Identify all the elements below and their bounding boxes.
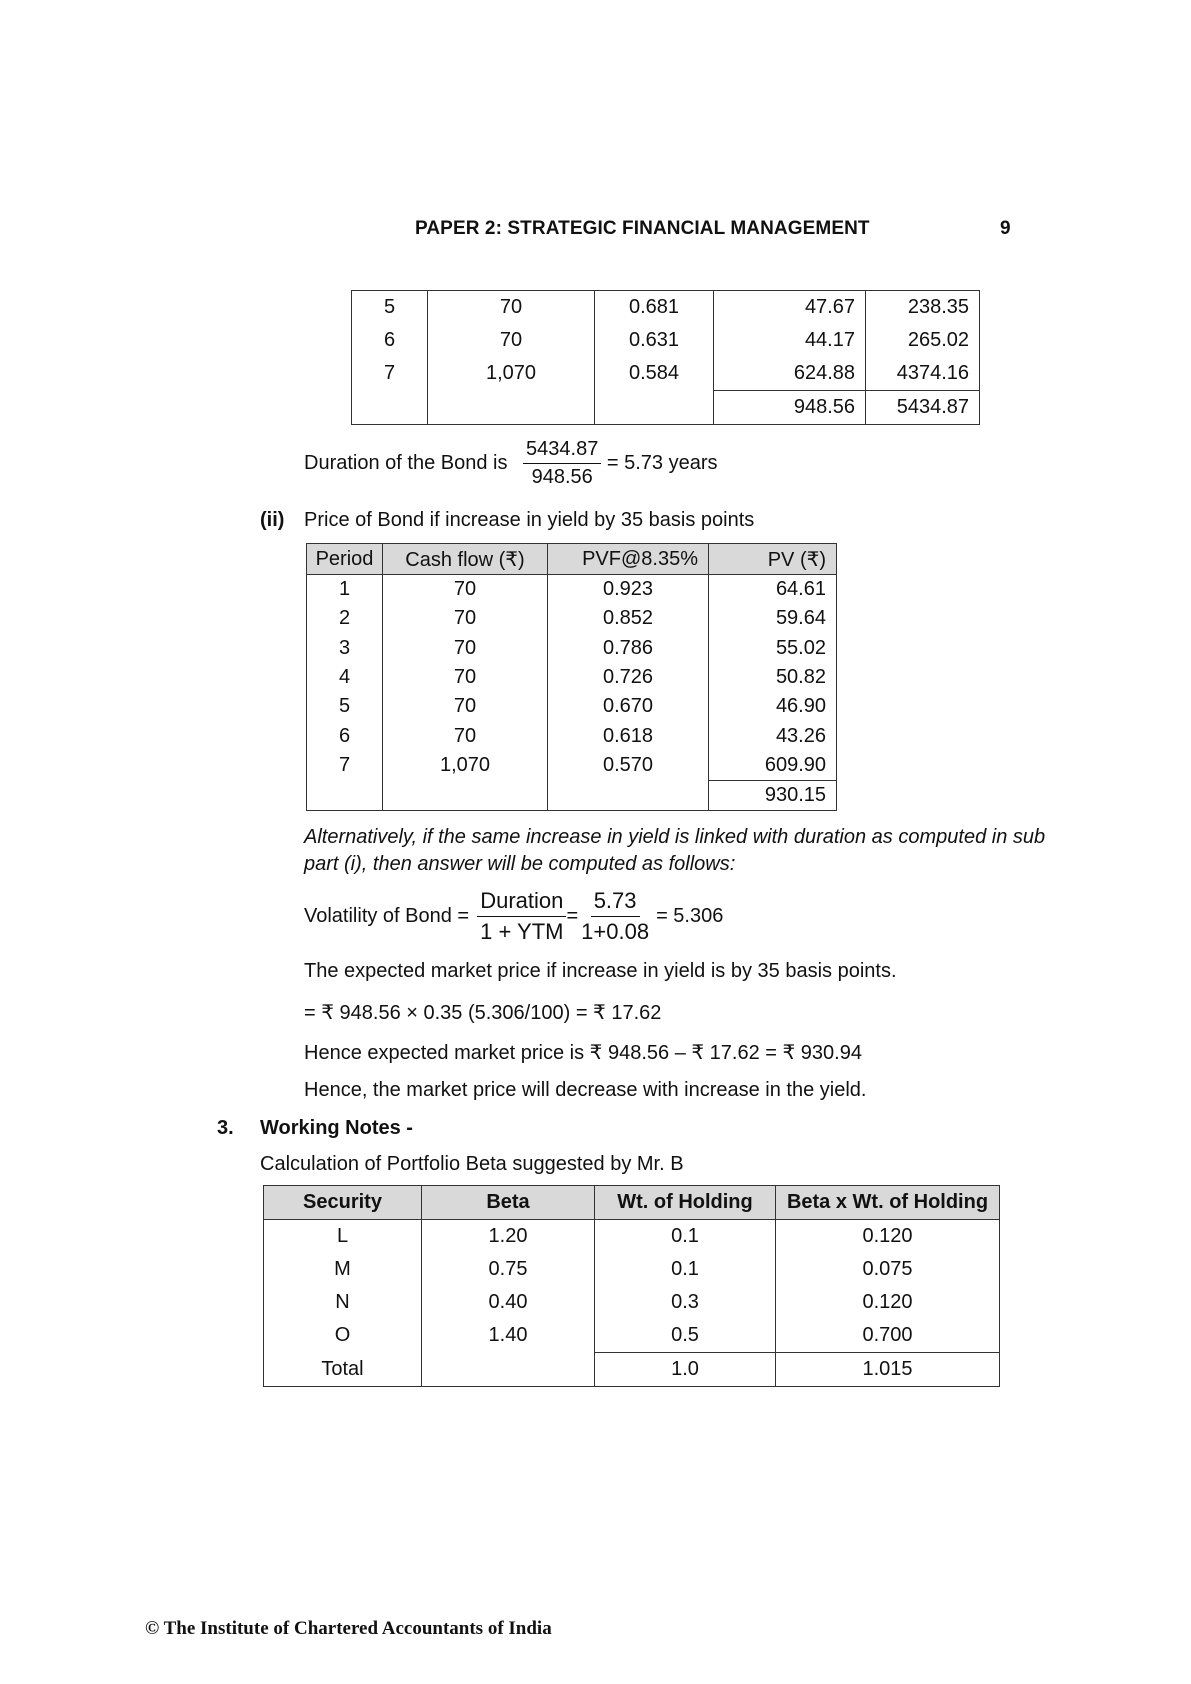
table-cell: 0.120 — [776, 1220, 1000, 1254]
footer-copyright: © The Institute of Chartered Accountants of India — [145, 1618, 552, 1639]
table-row — [307, 575, 837, 605]
table-cell: N — [264, 1286, 422, 1319]
table-cell: 1,070 — [428, 357, 595, 391]
section-number: 3. — [217, 1117, 234, 1139]
column-header: PVF@8.35% — [548, 544, 709, 575]
table-cell: 70 — [428, 291, 595, 325]
table-cell: 0.1 — [595, 1253, 776, 1286]
column-header: Beta x Wt. of Holding — [776, 1186, 1000, 1220]
hence-text-2: Hence, the market price will decrease with increase in the yield. — [304, 1079, 867, 1101]
table-cell: 930.15 — [709, 781, 837, 811]
duration-formula — [304, 438, 718, 489]
column-header: Wt. of Holding — [595, 1186, 776, 1220]
table-cell: Total — [264, 1353, 422, 1387]
alternative-note-line1: Alternatively, if the same increase in yield is linked with duration as computed in sub — [304, 826, 1046, 848]
fraction-numerator: 5.73 — [591, 888, 640, 917]
table-cell: 43.26 — [709, 721, 837, 750]
table-cell: 2 — [307, 604, 383, 633]
table-cell: 0.618 — [548, 721, 709, 750]
table-cell: 3 — [307, 634, 383, 663]
table-total-row — [307, 781, 837, 811]
table-cell: 0.670 — [548, 692, 709, 721]
volatility-formula — [304, 888, 723, 945]
table-cell: 7 — [352, 357, 428, 391]
table-cell: 0.570 — [548, 751, 709, 781]
table-cell: 0.120 — [776, 1286, 1000, 1319]
table-cell — [422, 1353, 595, 1387]
section-subtitle: Calculation of Portfolio Beta suggested by Mr. B — [260, 1153, 684, 1175]
table-cell: 265.02 — [866, 324, 980, 357]
volatility-label: Volatility of Bond = — [304, 905, 470, 927]
table-cell: 47.67 — [714, 291, 866, 325]
table-cell: 948.56 — [714, 391, 866, 425]
table-row — [307, 721, 837, 750]
table-row — [264, 1319, 1000, 1353]
calculation-text: = ₹ 948.56 × 0.35 (5.306/100) = ₹ 17.62 — [304, 1002, 662, 1024]
volatility-fraction-2 — [578, 888, 652, 945]
column-header: Security — [264, 1186, 422, 1220]
table-cell: 238.35 — [866, 291, 980, 325]
table-cell: 624.88 — [714, 357, 866, 391]
table-cell: 0.852 — [548, 604, 709, 633]
table-cell: 0.631 — [595, 324, 714, 357]
hence-text-1: Hence expected market price is ₹ 948.56 – ₹ 17.62 = ₹ 930.94 — [304, 1042, 862, 1064]
table-row — [264, 1220, 1000, 1254]
column-header: Cash flow (₹) — [383, 544, 548, 575]
table-cell: 70 — [383, 663, 548, 692]
table-cell: 44.17 — [714, 324, 866, 357]
table-cell: 0.40 — [422, 1286, 595, 1319]
price-table — [306, 543, 837, 811]
table-row — [352, 291, 980, 325]
table-cell: 1.20 — [422, 1220, 595, 1254]
table-cell: 0.3 — [595, 1286, 776, 1319]
table-total-row — [264, 1353, 1000, 1387]
column-header: Period — [307, 544, 383, 575]
table-cell: 1 — [307, 575, 383, 605]
table-cell: 0.923 — [548, 575, 709, 605]
table-cell: L — [264, 1220, 422, 1254]
table-cell: 59.64 — [709, 604, 837, 633]
fraction-denominator: 948.56 — [531, 466, 593, 488]
table-row — [307, 663, 837, 692]
table-cell: 5434.87 — [866, 391, 980, 425]
table-total-row — [352, 391, 980, 425]
table-cell: 64.61 — [709, 575, 837, 605]
table-cell: 70 — [383, 721, 548, 750]
part-heading: Price of Bond if increase in yield by 35 basis points — [304, 509, 755, 531]
table-cell: 4374.16 — [866, 357, 980, 391]
duration-label: Duration of the Bond is — [304, 451, 508, 474]
fraction-denominator: 1+0.08 — [581, 919, 650, 944]
table-header-row — [307, 544, 837, 575]
table-cell: 7 — [307, 751, 383, 781]
page-number: 9 — [1000, 218, 1011, 239]
table-cell: 0.075 — [776, 1253, 1000, 1286]
table-cell: M — [264, 1253, 422, 1286]
table-cell: 70 — [383, 575, 548, 605]
table-cell: 0.726 — [548, 663, 709, 692]
table-row — [264, 1253, 1000, 1286]
duration-table — [351, 290, 980, 425]
table-row — [307, 692, 837, 721]
table-cell: 5 — [352, 291, 428, 325]
volatility-result: = 5.306 — [656, 905, 724, 927]
table-cell: 5 — [307, 692, 383, 721]
table-cell: 70 — [428, 324, 595, 357]
table-cell: 46.90 — [709, 692, 837, 721]
equals-sign: = — [566, 905, 579, 927]
table-row — [307, 751, 837, 781]
table-header-row — [264, 1186, 1000, 1220]
page-header-title: PAPER 2: STRATEGIC FINANCIAL MANAGEMENT — [415, 218, 870, 239]
table-cell: 0.75 — [422, 1253, 595, 1286]
table-cell: 0.1 — [595, 1220, 776, 1254]
table-row — [307, 634, 837, 663]
part-marker: (ii) — [260, 509, 285, 531]
table-cell: 0.681 — [595, 291, 714, 325]
table-cell: 70 — [383, 604, 548, 633]
table-cell: 1.0 — [595, 1353, 776, 1387]
table-cell: 4 — [307, 663, 383, 692]
table-cell: 609.90 — [709, 751, 837, 781]
portfolio-beta-table — [263, 1185, 1000, 1387]
volatility-fraction-1 — [477, 888, 566, 945]
table-cell: 50.82 — [709, 663, 837, 692]
fraction-numerator: 5434.87 — [523, 438, 601, 464]
table-cell: 70 — [383, 634, 548, 663]
table-row — [307, 604, 837, 633]
table-cell: 70 — [383, 692, 548, 721]
table-cell: 1.015 — [776, 1353, 1000, 1387]
table-cell: 6 — [352, 324, 428, 357]
duration-fraction — [523, 438, 601, 489]
table-cell: O — [264, 1319, 422, 1353]
expected-price-text: The expected market price if increase in yield is by 35 basis points. — [304, 960, 897, 982]
table-row — [352, 324, 980, 357]
table-cell: 0.700 — [776, 1319, 1000, 1353]
table-row — [352, 357, 980, 391]
table-cell: 1,070 — [383, 751, 548, 781]
alternative-note-line2: part (i), then answer will be computed as follows: — [304, 853, 736, 875]
table-cell: 55.02 — [709, 634, 837, 663]
table-cell: 0.786 — [548, 634, 709, 663]
table-cell: 0.584 — [595, 357, 714, 391]
fraction-numerator: Duration — [477, 888, 566, 917]
table-row — [264, 1286, 1000, 1319]
column-header: PV (₹) — [709, 544, 837, 575]
table-cell: 0.5 — [595, 1319, 776, 1353]
table-cell: 6 — [307, 721, 383, 750]
section-title: Working Notes - — [260, 1117, 413, 1139]
column-header: Beta — [422, 1186, 595, 1220]
duration-result: = 5.73 years — [606, 451, 718, 474]
fraction-denominator: 1 + YTM — [480, 919, 564, 944]
table-cell: 1.40 — [422, 1319, 595, 1353]
